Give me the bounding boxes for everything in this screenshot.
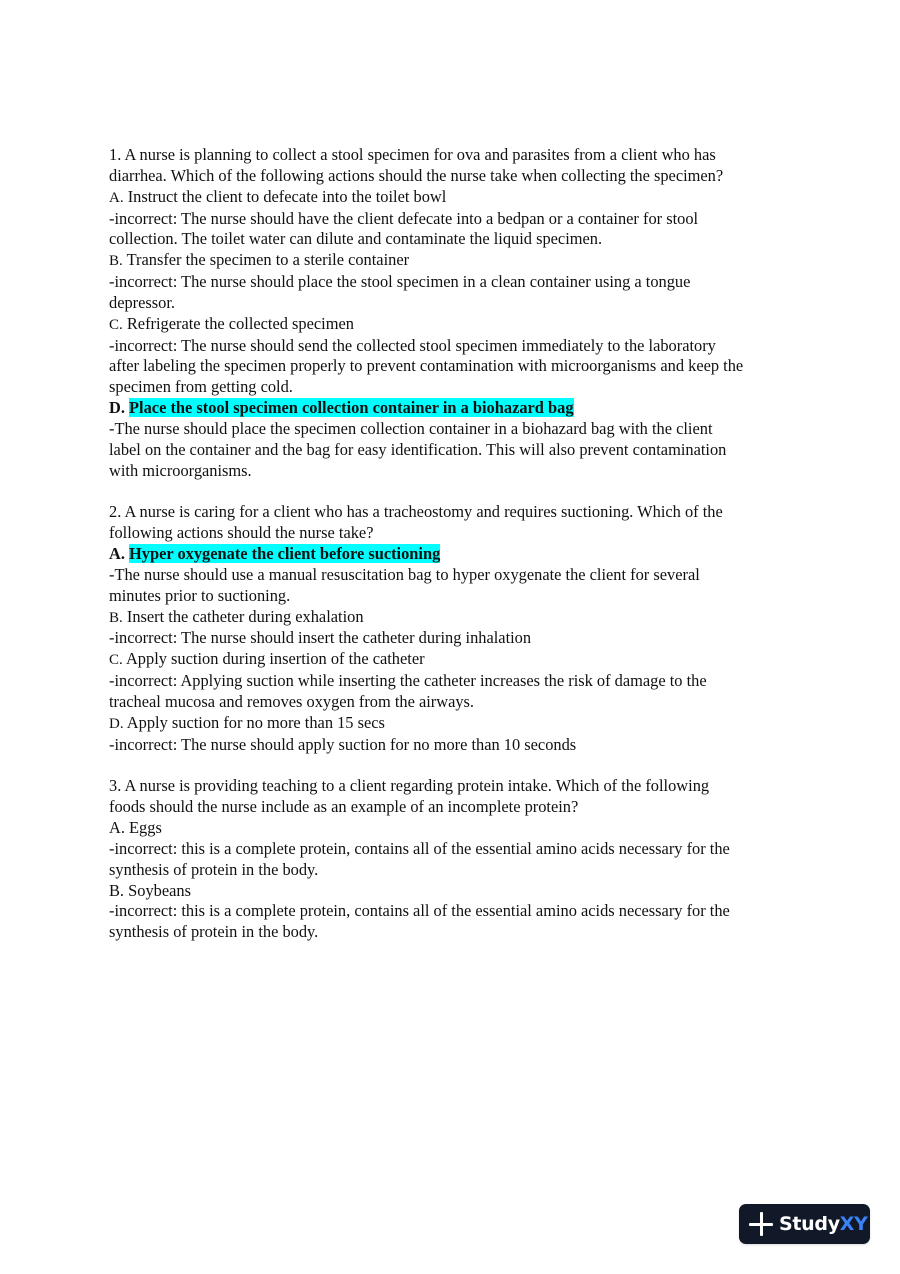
answer-option-d: [109, 713, 819, 735]
question-stem: diarrhea. Which of the following actions should the nurse take when collecting the specimen?: [109, 165, 724, 185]
question-stem: foods should the nurse include as an example of an incomplete protein?: [109, 797, 579, 817]
option-letter: B.: [109, 253, 123, 270]
option-letter: C.: [109, 316, 123, 333]
option-explanation: -incorrect: The nurse should place the stool specimen in a clean container using a tongue: [109, 272, 691, 292]
option-text: Apply suction for no more than 15 secs: [126, 712, 385, 732]
option-explanation: with microorganisms.: [109, 460, 252, 480]
question-stem: 1. A nurse is planning to collect a stool specimen for ova and parasites from a client who has: [109, 145, 716, 164]
question-spacer: [109, 755, 819, 776]
option-explanation: -The nurse should place the specimen collection container in a biohazard bag with the client: [109, 418, 713, 438]
question-2: [109, 502, 819, 755]
option-letter: A.: [109, 818, 125, 837]
answer-option-b: [109, 607, 819, 629]
option-text: Instruct the client to defecate into the toilet bowl: [127, 186, 447, 206]
studyxy-logo[interactable]: [739, 1204, 870, 1244]
option-text: Insert the catheter during exhalation: [126, 606, 364, 626]
answer-option-a: [109, 187, 819, 209]
option-explanation: after labeling the specimen properly to prevent contamination with microorganisms and keep the: [109, 356, 744, 376]
option-explanation: label on the container and the bag for easy identification. This will also prevent contamination: [109, 439, 727, 459]
option-text: Refrigerate the collected specimen: [126, 313, 354, 333]
option-explanation: tracheal mucosa and removes oxygen from the airways.: [109, 691, 475, 711]
question-stem: 3. A nurse is providing teaching to a client regarding protein intake. Which of the following: [109, 776, 710, 796]
option-explanation: depressor.: [109, 292, 176, 312]
option-explanation: -incorrect: The nurse should have the client defecate into a bedpan or a container for stool: [109, 208, 699, 228]
option-text: Eggs: [129, 818, 162, 837]
option-explanation: -incorrect: The nurse should apply suction for no more than 10 seconds: [109, 734, 577, 754]
highlighted-answer-text: Hyper oxygenate the client before suctioning: [129, 544, 441, 564]
option-letter: D.: [109, 398, 125, 418]
option-explanation: -incorrect: this is a complete protein, contains all of the essential amino acids necessary for the: [109, 901, 730, 921]
option-explanation: synthesis of protein in the body.: [109, 859, 319, 879]
correct-answer-option-a: [109, 544, 819, 565]
option-explanation: specimen from getting cold.: [109, 377, 293, 397]
logo-brand-accent: XY: [839, 1213, 868, 1235]
option-text: Transfer the specimen to a sterile container: [126, 250, 410, 270]
option-explanation: -incorrect: The nurse should send the collected stool specimen immediately to the laboratory: [109, 335, 716, 355]
option-explanation: synthesis of protein in the body.: [109, 922, 319, 942]
option-explanation: -incorrect: The nurse should insert the catheter during inhalation: [109, 628, 532, 648]
option-explanation: -The nurse should use a manual resuscitation bag to hyper oxygenate the client for several: [109, 564, 700, 584]
option-text: Soybeans: [128, 880, 191, 900]
option-explanation: collection. The toilet water can dilute and contaminate the liquid specimen.: [109, 229, 603, 249]
option-letter: C.: [109, 652, 123, 669]
question-1: [109, 145, 819, 482]
answer-option-b: [109, 881, 819, 902]
question-stem: following actions should the nurse take?: [109, 523, 374, 543]
logo-wordmark: [779, 1213, 868, 1235]
option-letter: B.: [109, 880, 125, 900]
option-letter: A.: [109, 544, 125, 564]
answer-option-a: [109, 818, 819, 839]
question-stem: 2. A nurse is caring for a client who has a tracheostomy and requires suctioning. Which of the: [109, 502, 723, 522]
answer-option-b: [109, 250, 819, 272]
option-letter: D.: [109, 715, 124, 732]
document-body: [109, 145, 819, 943]
option-explanation: -incorrect: this is a complete protein, contains all of the essential amino acids necessary for the: [109, 838, 730, 858]
question-3: [109, 776, 819, 943]
question-spacer: [109, 482, 819, 503]
answer-option-c: [109, 649, 819, 671]
option-explanation: -incorrect: Applying suction while inserting the catheter increases the risk of damage to the: [109, 671, 707, 691]
answer-option-c: [109, 314, 819, 336]
option-letter: B.: [109, 609, 123, 626]
plus-icon: [749, 1212, 773, 1236]
logo-brand-main: Study: [779, 1213, 840, 1235]
highlighted-answer-text: Place the stool specimen collection container in a biohazard bag: [129, 398, 574, 418]
option-letter: A.: [109, 189, 124, 206]
correct-answer-option-d: [109, 398, 819, 419]
option-text: Apply suction during insertion of the catheter: [125, 649, 425, 669]
option-explanation: minutes prior to suctioning.: [109, 585, 291, 605]
